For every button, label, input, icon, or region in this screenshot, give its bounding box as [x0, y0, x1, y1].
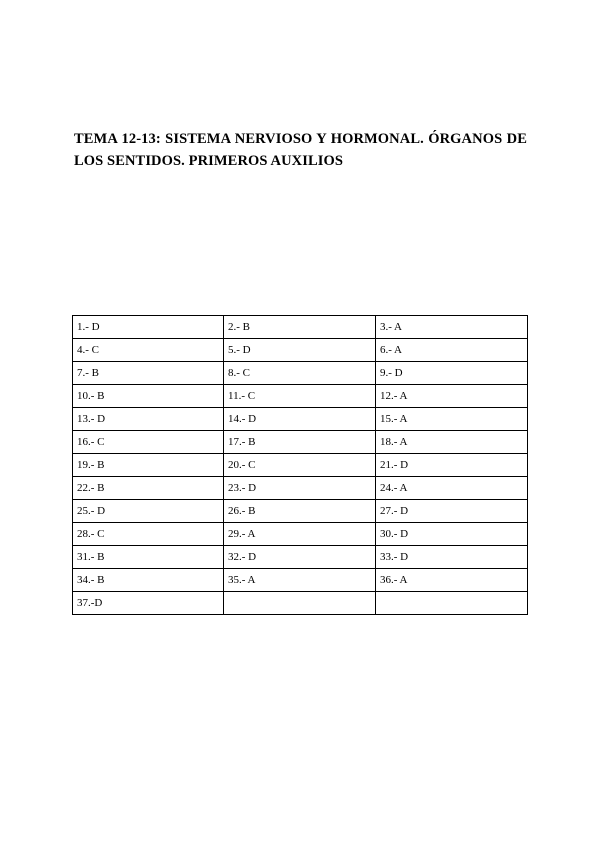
- table-cell: 28.- C: [73, 523, 224, 546]
- table-cell: 20.- C: [224, 454, 376, 477]
- table-cell: 35.- A: [224, 569, 376, 592]
- table-cell: 32.- D: [224, 546, 376, 569]
- table-cell: 29.- A: [224, 523, 376, 546]
- table-cell: 8.- C: [224, 362, 376, 385]
- table-row: [73, 592, 528, 615]
- table-cell: 15.- A: [376, 408, 528, 431]
- table-row: [73, 546, 528, 569]
- table-row: [73, 569, 528, 592]
- table-cell: 33.- D: [376, 546, 528, 569]
- table-cell: 4.- C: [73, 339, 224, 362]
- table-cell: 6.- A: [376, 339, 528, 362]
- table-cell: 18.- A: [376, 431, 528, 454]
- table-cell: 27.- D: [376, 500, 528, 523]
- table-cell: [376, 592, 528, 615]
- table-row: [73, 408, 528, 431]
- table-cell: 7.- B: [73, 362, 224, 385]
- table-cell: 37.-D: [73, 592, 224, 615]
- table-cell: [224, 592, 376, 615]
- table-cell: 3.- A: [376, 316, 528, 339]
- page-title: TEMA 12-13: SISTEMA NERVIOSO Y HORMONAL. ÓRGANOS DE LOS SENTIDOS. PRIMEROS AUXILIOS: [74, 131, 527, 169]
- table-row: [73, 454, 528, 477]
- table-row: [73, 500, 528, 523]
- table-cell: 31.- B: [73, 546, 224, 569]
- table-row: [73, 385, 528, 408]
- table-cell: 36.- A: [376, 569, 528, 592]
- table-cell: 5.- D: [224, 339, 376, 362]
- table-row: [73, 362, 528, 385]
- table-cell: 14.- D: [224, 408, 376, 431]
- table-row: [73, 431, 528, 454]
- table-cell: 2.- B: [224, 316, 376, 339]
- table-cell: 24.- A: [376, 477, 528, 500]
- table-cell: 17.- B: [224, 431, 376, 454]
- table-cell: 9.- D: [376, 362, 528, 385]
- table-cell: 16.- C: [73, 431, 224, 454]
- table-row: [73, 316, 528, 339]
- table-cell: 21.- D: [376, 454, 528, 477]
- table-cell: 11.- C: [224, 385, 376, 408]
- table-cell: 13.- D: [73, 408, 224, 431]
- table-cell: 26.- B: [224, 500, 376, 523]
- table-row: [73, 339, 528, 362]
- table-cell: 25.- D: [73, 500, 224, 523]
- table-cell: 34.- B: [73, 569, 224, 592]
- table-cell: 22.- B: [73, 477, 224, 500]
- table-cell: 12.- A: [376, 385, 528, 408]
- table-cell: 10.- B: [73, 385, 224, 408]
- table-cell: 1.- D: [73, 316, 224, 339]
- table-row: [73, 523, 528, 546]
- answer-key-table: [72, 315, 528, 615]
- table-row: [73, 477, 528, 500]
- table-cell: 23.- D: [224, 477, 376, 500]
- table-cell: 19.- B: [73, 454, 224, 477]
- table-cell: 30.- D: [376, 523, 528, 546]
